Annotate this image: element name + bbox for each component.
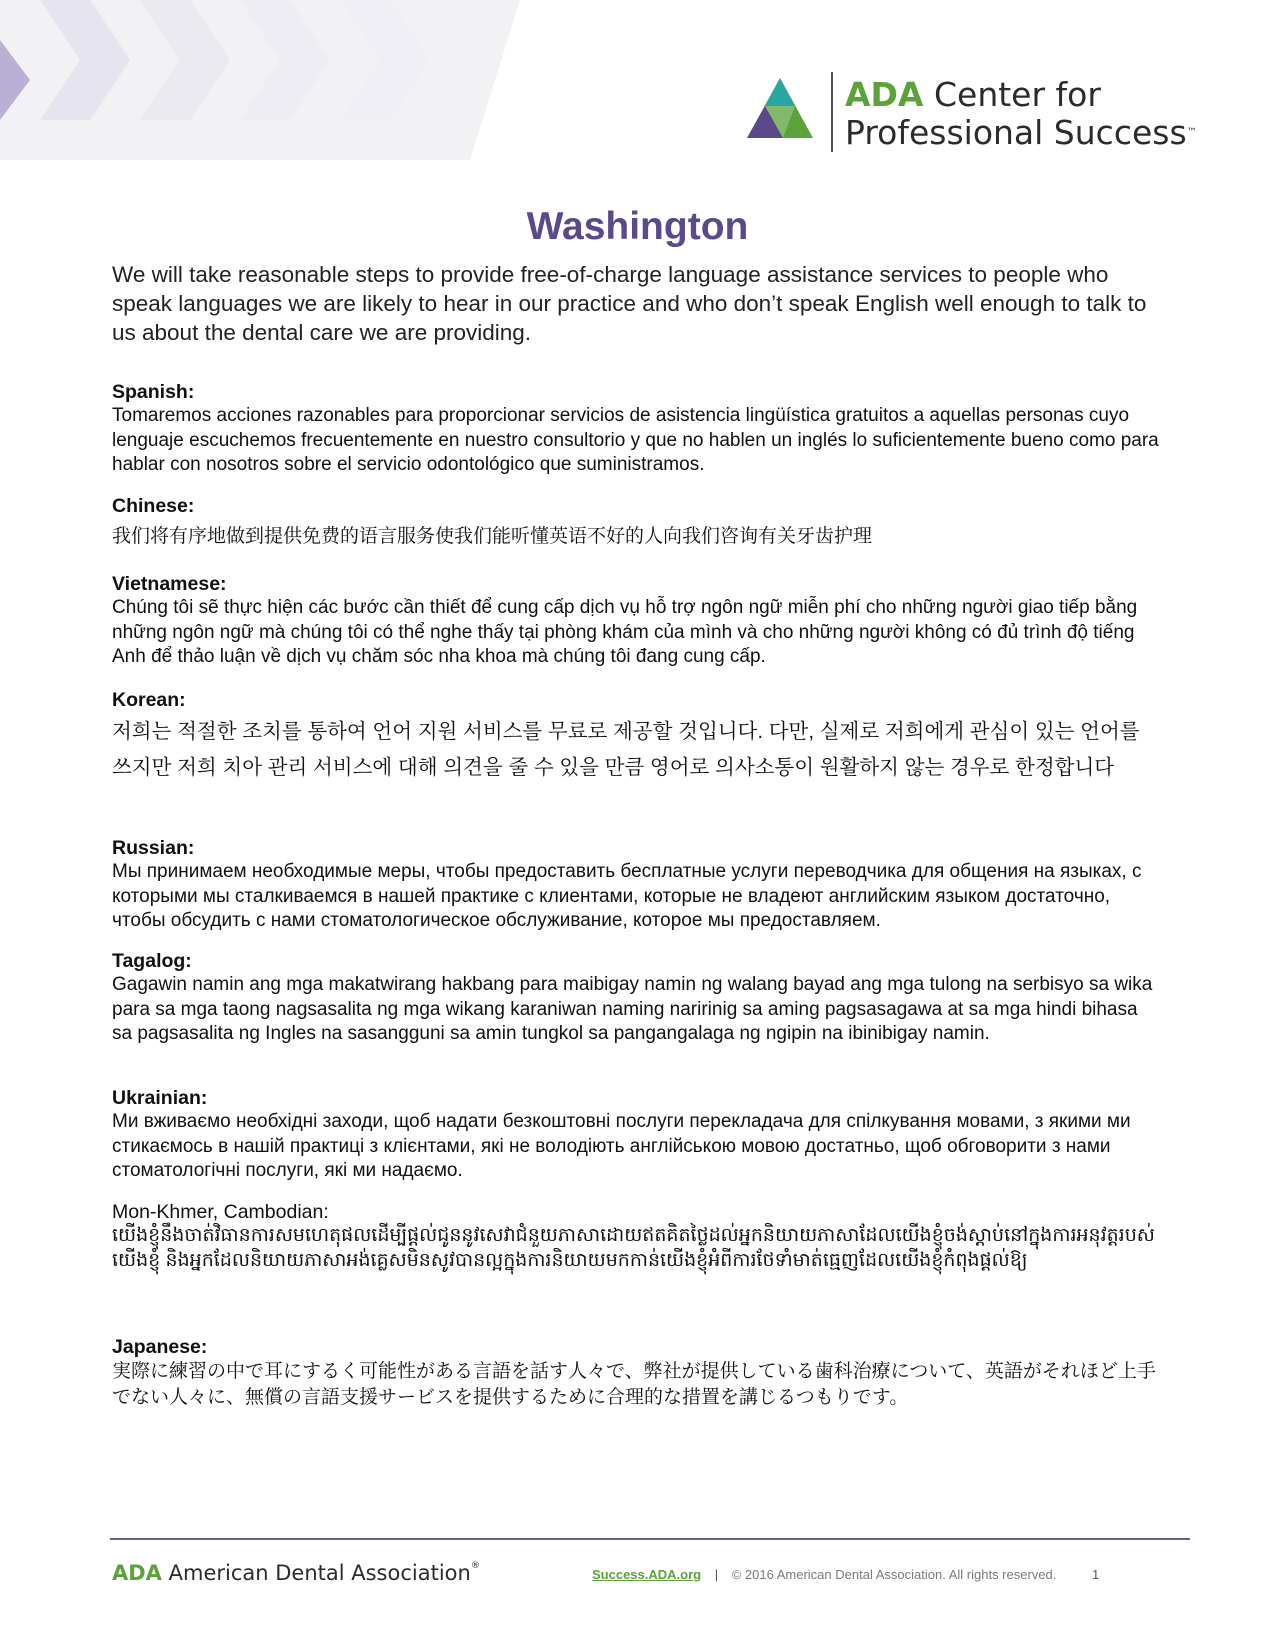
page-number: 1 <box>1092 1567 1100 1582</box>
section-body: Chúng tôi sẽ thực hiện các bước cần thiết để cung cấp dịch vụ hỗ trợ ngôn ngữ miễn phí cho những người giao tiếp bằng những ngôn ngữ mà chúng tôi có thể nghe thấy tại phòng khám của mình và cho những người không có đủ trình độ tiếng Anh để thảo luận về dịch vụ chăm sóc nha khoa mà chúng tôi đang cung cấp. <box>112 597 1138 667</box>
footer-copyright: © 2016 American Dental Association. All rights reserved. <box>731 1567 1057 1582</box>
section-chinese <box>112 494 1162 550</box>
footer-separator: | <box>714 1567 719 1582</box>
decorative-chevrons <box>0 0 520 160</box>
section-vietnamese <box>112 572 1162 670</box>
section-heading: Ukrainian: <box>112 1087 208 1109</box>
footer-logo-text: American Dental Association <box>168 1561 471 1585</box>
page-title: Washington <box>526 205 749 248</box>
footer-logo-reg: ® <box>470 1561 480 1571</box>
section-body: 我们将有序地做到提供免费的语言服务使我们能听懂英语不好的人向我们咨询有关牙齿护理 <box>112 526 873 547</box>
footer-rule <box>110 1538 1190 1540</box>
ada-footer-logo <box>112 1561 480 1585</box>
intro-paragraph: We will take reasonable steps to provide free-of-charge language assistance services to people who speak languages we are likely to hear in our practice and who don’t speak English well enough to talk to us about the dental care we are providing. <box>112 262 1147 345</box>
header-band <box>0 0 1275 160</box>
section-heading: Korean: <box>112 689 186 711</box>
logo-ada: ADA <box>845 75 924 114</box>
section-body: 저희는 적절한 조치를 통하여 언어 지원 서비스를 무료로 제공할 것입니다. 다만, 실제로 저희에게 관심이 있는 언어를 쓰지만 저희 치아 관리 서비스에 대해 의견을 줄 수 있을 만큼 영어로 의사소통이 원활하지 않는 경우로 한정합니다 <box>112 720 1140 779</box>
section-body: Gagawin namin ang mga makatwirang hakbang para maibigay namin ng walang bayad ang mga tulong na serbisyo sa wika para sa mga taong nagsasalita ng mga wikang karaniwan naming naririnig sa aming pagsasagawa at sa mga hindi bihasa sa pagsasalita ng Ingles na sasangguni sa amin tungkol sa pangangalaga ng ngipin na ibinibigay namin. <box>112 974 1153 1044</box>
section-heading: Chinese: <box>112 495 195 517</box>
ada-center-logo <box>745 72 1225 152</box>
section-heading: Tagalog: <box>112 950 192 972</box>
section-heading: Russian: <box>112 837 195 859</box>
logo-tm: ™ <box>1186 127 1197 138</box>
section-khmer <box>112 1200 1162 1273</box>
logo-divider <box>831 72 833 152</box>
section-heading: Spanish: <box>112 381 195 403</box>
section-body: Мы принимаем необходимые меры, чтобы предоставить бесплатные услуги переводчика для общения на языках, с которыми мы сталкиваемся в нашей практике с клиентами, которые не владеют английским языком достаточно, чтобы обсудить с нами стоматологическое обслуживание, которое мы предоставляем. <box>112 861 1142 931</box>
footer-info <box>592 1567 1099 1582</box>
section-body: Ми вживаємо необхідні заходи, щоб надати безкоштовні послуги перекладача для спілкування мовами, з якими ми стикаємось в нашій практиці з клієнтами, які не володіють англійською мовою достатньо, щоб обговорити з нами стоматологічні послуги, які ми надаємо. <box>112 1111 1131 1181</box>
footer-logo-ada: ADA <box>112 1561 162 1585</box>
section-korean <box>112 688 1162 786</box>
section-spanish <box>112 380 1162 478</box>
logo-line2: Professional Success <box>845 113 1187 152</box>
section-russian <box>112 836 1162 934</box>
section-body: Tomaremos acciones razonables para proporcionar servicios de asistencia lingüística gratuitos a aquellas personas cuyo lenguaje escuchemos frecuentemente en nuestro consultorio y que no hablen un inglés lo suficientemente bueno como para hablar con nosotros sobre el servicio odontológico que suministramos. <box>112 405 1159 475</box>
section-japanese <box>112 1335 1162 1411</box>
section-body: 実際に練習の中で耳にするく可能性がある言語を話す人々で、弊社が提供している歯科治療について、英語がそれほど上手でない人々に、無償の言語支援サービスを提供するために合理的な措置を講じるつもりです。 <box>112 1361 1156 1408</box>
section-heading: Vietnamese: <box>112 573 227 595</box>
logo-wordmark <box>845 76 1197 152</box>
section-ukrainian <box>112 1086 1162 1184</box>
section-tagalog <box>112 949 1162 1047</box>
section-heading: Japanese: <box>112 1336 208 1358</box>
ada-triangle-icon <box>745 76 815 146</box>
section-heading: Mon-Khmer, Cambodian: <box>112 1201 329 1223</box>
section-body: យើងខ្ញុំនឹងចាត់វិធានការសមហេតុផលដើម្បីផ្តល់ជូននូវសេវាជំនួយភាសាដោយឥតគិតថ្លៃដល់អ្នកនិយាយភាសាដែលយើងខ្ញុំចង់ស្តាប់នៅក្នុងការអនុវត្តរបស់យើងខ្ញុំ និងអ្នកដែលនិយាយភាសាអង់គ្លេសមិនសូវបានល្អក្នុងការនិយាយមកកាន់យើងខ្ញុំអំពីការថែទាំមាត់ធ្មេញដែលយើងខ្ញុំកំពុងផ្តល់ឱ្យ <box>112 1225 1155 1271</box>
logo-line1: Center for <box>933 75 1101 114</box>
footer-link[interactable]: Success.ADA.org <box>592 1567 702 1582</box>
